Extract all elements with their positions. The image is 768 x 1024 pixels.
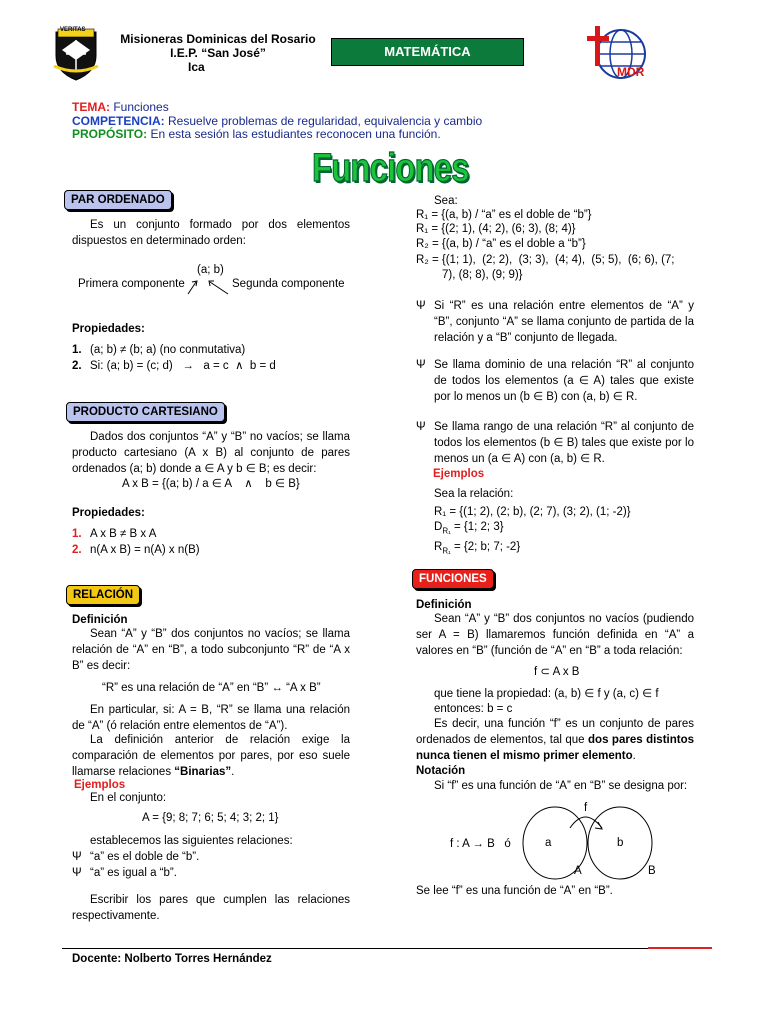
svg-text:MDR: MDR <box>617 65 645 79</box>
func-notacion-heading: Notación <box>416 765 466 777</box>
prod-property-2: 2. n(A x B) = n(A) x n(B) <box>72 544 200 556</box>
rel-item-b: Ψ “a” es igual a “b”. <box>72 867 177 879</box>
func-subset: f ⊂ A x B <box>534 666 580 678</box>
diagram-set-B: B <box>648 865 656 877</box>
proposito-value: En esta sesión las estudiantes reconocen una función. <box>150 127 441 141</box>
func-def-heading: Definición <box>416 599 472 611</box>
prod-properties-heading: Propiedades: <box>72 507 145 519</box>
rel-binarias: La definición anterior de relación exige la comparación de elementos por pares, por eso suele llamarse relaciones “Binarias”. <box>72 734 350 778</box>
psi-bullet-icon: Ψ <box>72 867 82 879</box>
heading-par-ordenado: PAR ORDENADO <box>64 190 172 210</box>
par-property-1: 1. (a; b) ≠ (b; a) (no conmutativa) <box>72 344 246 356</box>
school-line-2: I.E.P. “San José” <box>170 46 266 60</box>
tema-value: Funciones <box>113 100 169 114</box>
competencia-value: Resuelve problemas de regularidad, equivalencia y cambio <box>168 113 483 128</box>
footer-divider <box>62 948 712 949</box>
diagram-f-label: f <box>584 802 588 814</box>
r1-pairs: R₁ = {(2; 1), (4; 2), (6; 3), (8; 4)} <box>416 223 576 235</box>
rel-escribir: Escribir los pares que cumplen las relaciones respectivamente. <box>72 894 350 922</box>
r2-pairs-2: 7), (8; 8), (9; 9)} <box>442 269 523 281</box>
psi-bullet-icon: Ψ <box>416 421 426 433</box>
func-se-lee: Se lee “f” es una función de “A” en “B”. <box>416 885 613 897</box>
producto-formula: A x B = {(a; b) / a ∈ A ∧ b ∈ B} <box>122 478 300 490</box>
second-component-label: Segunda componente <box>232 278 345 290</box>
sea-relacion: Sea la relación: <box>434 488 514 500</box>
subject-banner: MATEMÁTICA <box>331 38 524 66</box>
r1-definition: R₁ = {(a, b) / “a” es el doble de “b”} <box>416 209 592 221</box>
prod-property-1: 1. A x B ≠ B x A <box>72 528 157 540</box>
par-properties-heading: Propiedades: <box>72 323 145 335</box>
rel-ejemplos: Ejemplos <box>74 779 126 791</box>
rel-def-text: Sean “A” y “B” dos conjuntos no vacíos; se llama relación de “A” en “B”, a todo subconjunto “R” de “A x B” es decir: <box>72 628 350 672</box>
logo-text: VERITAS <box>60 27 86 33</box>
diagram-a-element: a <box>545 837 552 849</box>
rel-conjunto: A = {9; 8; 7; 6; 5; 4; 3; 2; 1} <box>142 812 279 824</box>
heading-relacion: RELACIÓN <box>66 585 140 605</box>
bullet-rango: Ψ Se llama rango de una relación “R” al conjunto de todos los elementos (b ∈ B) tales que existe por lo menos un (a ∈ A) con (a, b) ∈ R. <box>416 421 694 465</box>
heading-funciones: FUNCIONES <box>412 569 494 589</box>
first-component-label: Primera componente <box>78 278 185 290</box>
diagram-b-element: b <box>617 837 624 849</box>
diagram-set-A: A <box>574 865 582 877</box>
pair-symbol: (a; b) <box>197 264 224 276</box>
teacher-name: Docente: Nolberto Torres Hernández <box>72 953 272 965</box>
psi-bullet-icon: Ψ <box>416 300 426 312</box>
func-notacion-text: Si “f” es una función de “A” en “B” se designa por: <box>434 780 688 792</box>
school-name <box>118 32 318 74</box>
rel-def-heading: Definición <box>72 614 128 626</box>
example-r1: R₁ = {(1; 2), (2; b), (2; 7), (3; 2), (1; -2)} <box>434 506 631 518</box>
school-crest-logo <box>52 26 100 82</box>
example-domain: $D_{R_1} = \{1$; 2; 3} <box>434 521 504 536</box>
bullet-dominio: Ψ Se llama dominio de una relación “R” al conjunto de todos los elementos (a ∈ A) tales que existe por lo menos un (b ∈ B) con (a, b) ∈ R. <box>416 359 694 403</box>
proposito-label: PROPÓSITO: <box>72 127 148 141</box>
psi-bullet-icon: Ψ <box>72 851 82 863</box>
func-es-decir: Es decir, una función “f” es un conjunto de pares ordenados de elementos, tal que dos pares distintos nunca tienen el mismo primer elemento. <box>416 718 694 762</box>
mdr-globe-logo <box>583 18 653 84</box>
rel-establecemos: establecemos las siguientes relaciones: <box>90 835 293 847</box>
func-property: que tiene la propiedad: (a, b) ∈ f y (a, c) ∈ f <box>434 688 659 700</box>
r2-pairs-1: R₂ = {(1; 1), (2; 2), (3; 3), (4; 4), (5; 5), (6; 6), (7; <box>416 254 675 266</box>
par-property-2: 2. Si: (a; b) = (c; d) → a = c ∧ b = d <box>72 360 276 372</box>
rel-conjunto-label: En el conjunto: <box>90 792 167 804</box>
footer-divider-accent <box>648 947 712 949</box>
rel-item-a: Ψ “a” es el doble de “b”. <box>72 851 200 863</box>
rel-def-formula: “R” es una relación de “A” en “B” ↔ “A x B” <box>102 682 321 694</box>
tema-label: TEMA: <box>72 100 110 114</box>
component-arrows <box>180 276 240 298</box>
r2-definition: R₂ = {(a, b) / “a” es el doble a “b”} <box>416 238 586 250</box>
school-line-1: Misioneras Dominicas del Rosario <box>120 32 316 46</box>
rel-particular: En particular, si: A = B, “R” se llama una relación de “A” (ó relación entre elementos de “A”). <box>72 704 350 732</box>
meta-block <box>72 101 482 142</box>
competencia-label: COMPETENCIA: <box>72 113 165 128</box>
sea-label: Sea: <box>434 195 458 207</box>
school-line-3: Ica <box>188 60 205 74</box>
right-ejemplos: Ejemplos <box>433 468 485 480</box>
func-def-text: Sean “A” y “B” dos conjuntos no vacíos (pudiendo ser A = B) llamaremos función definida en “A” a valores en “B” (función de “A” en “B” a toda relación: <box>416 613 694 657</box>
bullet-partida-llegada: Ψ Si “R” es una relación entre elementos de “A” y “B”, conjunto “A” se llama conjunto de partida de la relación y a “B” conjunto de llegada. <box>416 300 694 344</box>
func-entonces: entonces: b = c <box>434 703 513 715</box>
example-range: $R_{R_1} = \{2$; b; 7; -2} <box>434 541 521 556</box>
page-title: Funciones <box>312 146 469 190</box>
par-intro: Es un conjunto formado por dos elementos dispuestos en determinado orden: <box>72 219 350 247</box>
func-notation-label: f : A → B ó <box>450 838 511 850</box>
heading-producto-cartesiano: PRODUCTO CARTESIANO <box>66 402 225 422</box>
producto-text: Dados dos conjuntos “A” y “B” no vacíos; se llama producto cartesiano (A x B) al conjunto de pares ordenados (a; b) donde a ∈ A y b ∈ B; es decir: <box>72 431 350 475</box>
psi-bullet-icon: Ψ <box>416 359 426 371</box>
